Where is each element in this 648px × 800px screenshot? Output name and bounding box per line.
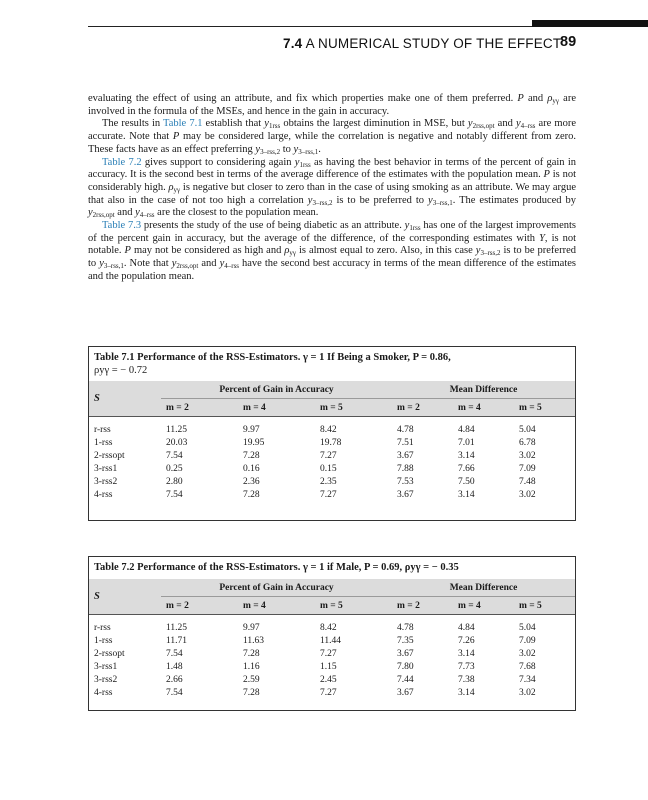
table-7-1-grid xyxy=(89,381,575,501)
row-estimator-name: 4-rss xyxy=(94,687,113,698)
table-cell: 7.28 xyxy=(242,489,260,500)
table-cell: 3.14 xyxy=(457,489,475,500)
table-cell: 3.14 xyxy=(457,648,475,659)
table-cell: 2.45 xyxy=(319,674,337,685)
table-cell: 7.01 xyxy=(457,437,475,448)
table-cell: 7.48 xyxy=(518,476,536,487)
table-cell: 7.27 xyxy=(319,687,337,698)
table-cell: 7.68 xyxy=(518,661,536,672)
table-row xyxy=(89,660,575,673)
gain-group-header: Percent of Gain in Accuracy xyxy=(219,384,334,395)
table-cell: 2.80 xyxy=(166,476,183,487)
table-cell: 7.44 xyxy=(397,674,414,685)
row-estimator-name: 3-rss2 xyxy=(94,476,118,487)
table-cell: 3.02 xyxy=(518,687,536,698)
m-column-header: m = 2 xyxy=(392,597,453,615)
table-cell: 7.54 xyxy=(166,489,183,500)
table-cell: 5.04 xyxy=(518,622,536,633)
table-cell: 6.78 xyxy=(518,437,536,448)
table-cell: 20.03 xyxy=(166,437,188,448)
table-cell: 7.51 xyxy=(397,437,414,448)
row-estimator-name: r-rss xyxy=(94,622,111,633)
table-row xyxy=(89,462,575,475)
table-7-2-grid xyxy=(89,579,575,699)
table-cell: 3.67 xyxy=(397,648,414,659)
table-cell: 11.25 xyxy=(166,622,188,633)
table-cell: 7.34 xyxy=(518,674,536,685)
table-cell: 19.95 xyxy=(242,437,265,448)
running-head xyxy=(283,36,561,51)
section-number: 7.4 xyxy=(283,36,303,51)
table-cell: 9.97 xyxy=(242,424,260,435)
table-cell: 3.02 xyxy=(518,450,536,461)
page-number: 89 xyxy=(560,34,577,50)
row-estimator-name: 3-rss1 xyxy=(94,463,118,474)
table-row xyxy=(89,673,575,686)
m-column-header: m = 4 xyxy=(453,597,514,615)
table-cell: 11.44 xyxy=(319,635,341,646)
table-cell: 11.63 xyxy=(242,635,265,646)
s-column-header: S xyxy=(94,591,100,602)
table-cell: 8.42 xyxy=(319,622,337,633)
table-cell: 1.15 xyxy=(319,661,337,672)
table-cell: 3.14 xyxy=(457,687,475,698)
table-cell: 7.50 xyxy=(457,476,475,487)
row-estimator-name: 1-rss xyxy=(94,437,113,448)
table-cell: 7.27 xyxy=(319,450,337,461)
header-rule-block xyxy=(532,20,648,27)
table-cell: 7.28 xyxy=(242,687,260,698)
diff-group-header: Mean Difference xyxy=(449,384,518,395)
m-column-header: m = 4 xyxy=(453,399,514,417)
table-cell: 7.73 xyxy=(457,661,475,672)
page-header-rule xyxy=(0,0,648,28)
table-cell: 4.84 xyxy=(457,622,475,633)
table-7-1 xyxy=(88,346,576,521)
table-cell: 7.09 xyxy=(518,463,536,474)
table-cell: 3.67 xyxy=(397,450,414,461)
table-cell: 0.25 xyxy=(166,463,183,474)
table-row xyxy=(89,436,575,449)
table-7-2-caption: Table 7.2 Performance of the RSS-Estimators. γ = 1 if Male, P = 0.69, ρyγ = − 0.35 xyxy=(94,562,459,573)
table-cell: 2.35 xyxy=(319,476,337,487)
table-row xyxy=(89,423,575,436)
table-cell: 4.78 xyxy=(397,622,414,633)
table-cell: 19.78 xyxy=(319,437,342,448)
table-row xyxy=(89,647,575,660)
row-estimator-name: 1-rss xyxy=(94,635,113,646)
row-estimator-name: 3-rss2 xyxy=(94,674,118,685)
table-cell: 7.38 xyxy=(457,674,475,685)
table-cell: 9.97 xyxy=(242,622,260,633)
paragraph-3: Table 7.2 gives support to considering again $y_{1rss}$ as having the best behavior in terms of the percent of gain in accuracy. It is the second best in terms of the average difference of the estimates with the population mean. P is not considerably high. $\rho_{y\gamma}$ is negative but closer to zero than in the case of using smoking as an attribute. We may argue that also in the case of not too high a correlation $y_{3-rss,2}$ is to be preferred to $y_{3-rss,1}$. The estimates produced by $y_{2rss,opt}$ and $y_{4-rss}$ are the closest to the population mean. xyxy=(88,156,577,220)
table-cell: 7.28 xyxy=(242,648,260,659)
table-cell: 1.48 xyxy=(166,661,183,672)
table-row xyxy=(89,686,575,699)
paragraph-4: Table 7.3 presents the study of the use of being diabetic as an attribute. $y_{1rss}$ has one of the largest improvements of the percent gain in accuracy, but the average of the difference, of the corresponding estimates with Y, is not notable. P may not be considered as high and $\rho_{y\gamma}$ is almost equal to zero. Also, in this case $y_{3-rss,2}$ is to be preferred to $y_{3-rss,1}$. Note that $y_{2rss,opt}$ and $y_{4-rss}$ have the second best accuracy in terms of the mean difference of the estimates and the population mean. xyxy=(88,220,577,282)
table-cell: 2.66 xyxy=(166,674,183,685)
table-row xyxy=(89,634,575,647)
m-column-header: m = 5 xyxy=(315,597,392,615)
table-cell: 0.16 xyxy=(242,463,260,474)
table-cell: 3.67 xyxy=(397,687,414,698)
table-cell: 7.88 xyxy=(397,463,414,474)
table-cell: 3.67 xyxy=(397,489,414,500)
table-cell: 7.27 xyxy=(319,648,337,659)
table-cell: 11.71 xyxy=(166,635,188,646)
table-7-1-link[interactable]: Table 7.1 xyxy=(163,118,203,130)
table-cell: 7.27 xyxy=(319,489,337,500)
table-cell: 3.02 xyxy=(518,489,536,500)
s-column-header: S xyxy=(94,393,100,404)
table-cell: 3.02 xyxy=(518,648,536,659)
table-cell: 2.36 xyxy=(242,476,260,487)
table-7-2-link[interactable]: Table 7.2 xyxy=(102,156,142,168)
table-cell: 11.25 xyxy=(166,424,188,435)
table-7-2 xyxy=(88,556,576,711)
table-row xyxy=(89,488,575,501)
paragraph-1: evaluating the effect of using an attribute, and fix which properties make one of them preferred. P and $\rho_{y\gamma}$ are involved in the formula of the MSEs, and hence in the gain in accuracy. xyxy=(88,93,576,117)
m-column-header: m = 2 xyxy=(392,399,453,417)
table-row xyxy=(89,449,575,462)
m-column-header: m = 5 xyxy=(315,399,392,417)
table-cell: 7.54 xyxy=(166,450,183,461)
table-7-1-caption: Table 7.1 Performance of the RSS-Estimators. γ = 1 If Being a Smoker, P = 0.86, ρyγ = − 0.72 xyxy=(94,352,451,376)
section-title: A NUMERICAL STUDY OF THE EFFECT xyxy=(305,36,562,51)
table-cell: 7.53 xyxy=(397,476,414,487)
table-cell: 7.54 xyxy=(166,648,183,659)
table-row xyxy=(89,475,575,488)
table-cell: 7.09 xyxy=(518,635,536,646)
m-column-header: m = 4 xyxy=(238,399,315,417)
body-text xyxy=(88,93,576,284)
table-cell: 2.59 xyxy=(242,674,260,685)
table-row xyxy=(89,621,575,634)
table-cell: 7.54 xyxy=(166,687,183,698)
m-column-header: m = 2 xyxy=(161,597,238,615)
m-column-header: m = 5 xyxy=(514,399,575,417)
table-cell: 4.84 xyxy=(457,424,475,435)
table-cell: 0.15 xyxy=(319,463,337,474)
row-estimator-name: 2-rssopt xyxy=(94,648,125,659)
table-cell: 7.35 xyxy=(397,635,414,646)
row-estimator-name: 4-rss xyxy=(94,489,113,500)
table-cell: 7.28 xyxy=(242,450,260,461)
table-cell: 1.16 xyxy=(242,661,260,672)
table-cell: 3.14 xyxy=(457,450,475,461)
table-7-3-link[interactable]: Table 7.3 xyxy=(102,220,142,232)
table-cell: 7.26 xyxy=(457,635,475,646)
gain-group-header: Percent of Gain in Accuracy xyxy=(219,582,334,593)
table-cell: 4.78 xyxy=(397,424,414,435)
paragraph-2: The results in Table 7.1 establish that $y_{1rss}$ obtains the largest diminution in MSE, but $y_{2rss,opt}$ and $y_{4-rss}$ are more accurate. Note that P may be considered large, while the correlation is negative and notably different from zero. These facts have as an effect preferring $y_{3-rss,2}$ to $y_{3-rss,1}$. xyxy=(88,118,576,156)
table-cell: 5.04 xyxy=(518,424,536,435)
diff-group-header: Mean Difference xyxy=(449,582,518,593)
table-cell: 7.66 xyxy=(457,463,475,474)
row-estimator-name: 2-rssopt xyxy=(94,450,125,461)
m-column-header: m = 4 xyxy=(238,597,315,615)
m-column-header: m = 2 xyxy=(161,399,238,417)
table-cell: 7.80 xyxy=(397,661,414,672)
row-estimator-name: 3-rss1 xyxy=(94,661,118,672)
row-estimator-name: r-rss xyxy=(94,424,111,435)
table-cell: 8.42 xyxy=(319,424,337,435)
m-column-header: m = 5 xyxy=(514,597,575,615)
